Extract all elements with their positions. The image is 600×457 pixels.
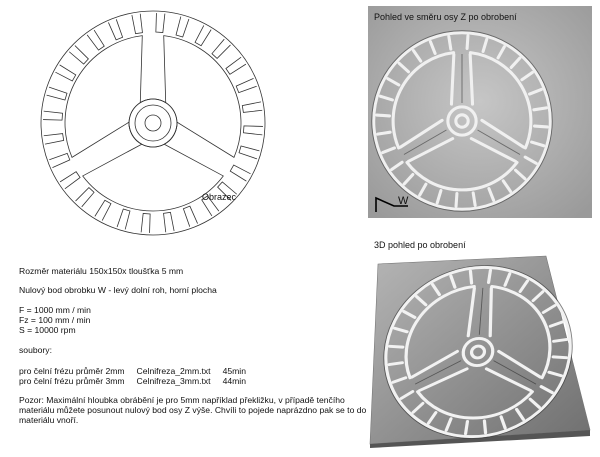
plate-top-face — [370, 256, 590, 444]
iso-view-image — [368, 234, 592, 448]
rim-slot — [164, 212, 175, 232]
rim-slot — [141, 213, 150, 232]
feed-fz-text: Fz = 100 mm / min — [19, 315, 91, 325]
file-time: 44min — [222, 376, 246, 386]
rim-slot — [108, 19, 122, 39]
rim-slot — [44, 134, 64, 145]
iso-view-title: 3D pohled po obrobení — [374, 240, 466, 250]
axis-label: W — [398, 195, 409, 207]
rim-slot — [466, 422, 468, 434]
hub-hole — [145, 115, 161, 131]
rim-slot — [456, 194, 457, 207]
rim-slot — [183, 206, 197, 226]
spindle-speed-text: S = 10000 rpm — [19, 325, 76, 335]
rim-slot — [489, 270, 491, 282]
rim-slot — [470, 271, 473, 283]
rim-slot — [47, 87, 67, 100]
rim-slot — [378, 132, 391, 134]
rim-slot — [156, 13, 165, 32]
iso-view-render-panel — [368, 234, 592, 448]
rim-slot — [236, 78, 256, 92]
rim-slot — [449, 37, 451, 50]
file-row — [19, 366, 258, 376]
files-table — [19, 366, 258, 386]
file-tool: pro čelní frézu průměr 3mm — [19, 376, 125, 386]
figure-label: Obrazec — [202, 192, 237, 202]
rim-slot — [195, 25, 211, 45]
rim-slot — [87, 30, 104, 50]
rim-slot — [132, 14, 143, 34]
rim-slot — [76, 188, 95, 207]
rim-slot — [230, 165, 250, 181]
top-view-title: Pohled ve směru osy Z po obrobení — [374, 12, 517, 22]
rim-slot — [176, 17, 189, 37]
rim-slot — [226, 57, 246, 74]
rim-slot — [554, 339, 567, 341]
rim-slot — [242, 102, 262, 113]
feed-f-text: F = 1000 mm / min — [19, 305, 91, 315]
files-heading: soubory: — [19, 345, 52, 355]
rim-slot — [377, 115, 390, 116]
top-view-image — [368, 6, 592, 218]
file-time: 45min — [222, 366, 246, 376]
cad-outline-drawing — [38, 8, 268, 238]
rim-slot — [55, 65, 75, 81]
rim-slot — [389, 363, 402, 365]
rim-slot — [60, 172, 80, 189]
zero-point-text: Nulový bod obrobku W - levý dolní roh, horní plocha — [19, 285, 217, 295]
file-row — [19, 376, 258, 386]
rim-slot — [534, 108, 547, 110]
rim-slot — [43, 111, 62, 120]
rim-slot — [553, 357, 566, 358]
warning-note: Pozor: Maximální hloubka obrábění je pro 5mm například překližku, v případě tenčího materiálu můžete posunout nulový bod osy Z výše. Chvíli to pojede naprázdno pak se to do materiálu vnoří. — [19, 395, 367, 425]
rim-slot — [473, 193, 475, 206]
hub-ring — [135, 105, 171, 141]
rim-slot — [390, 346, 403, 347]
rim-slot — [243, 126, 262, 135]
rim-slot — [117, 209, 130, 229]
rim-slot — [484, 421, 487, 433]
file-tool: pro čelní frézu průměr 2mm — [19, 366, 125, 376]
rim-slot — [467, 36, 468, 49]
rim-slot — [69, 46, 88, 65]
rim-slot — [535, 126, 548, 127]
file-name: Celnifreza_3mm.txt — [136, 376, 211, 386]
rim-slot — [49, 153, 69, 167]
file-name: Celnifreza_2mm.txt — [136, 366, 211, 376]
rim-slot — [239, 146, 259, 159]
rim-slot — [95, 200, 111, 220]
material-size-text: Rozměr materiálu 150x150x tloušťka 5 mm — [19, 266, 184, 276]
top-view-render-panel — [368, 6, 592, 218]
rim-slot — [212, 39, 231, 58]
